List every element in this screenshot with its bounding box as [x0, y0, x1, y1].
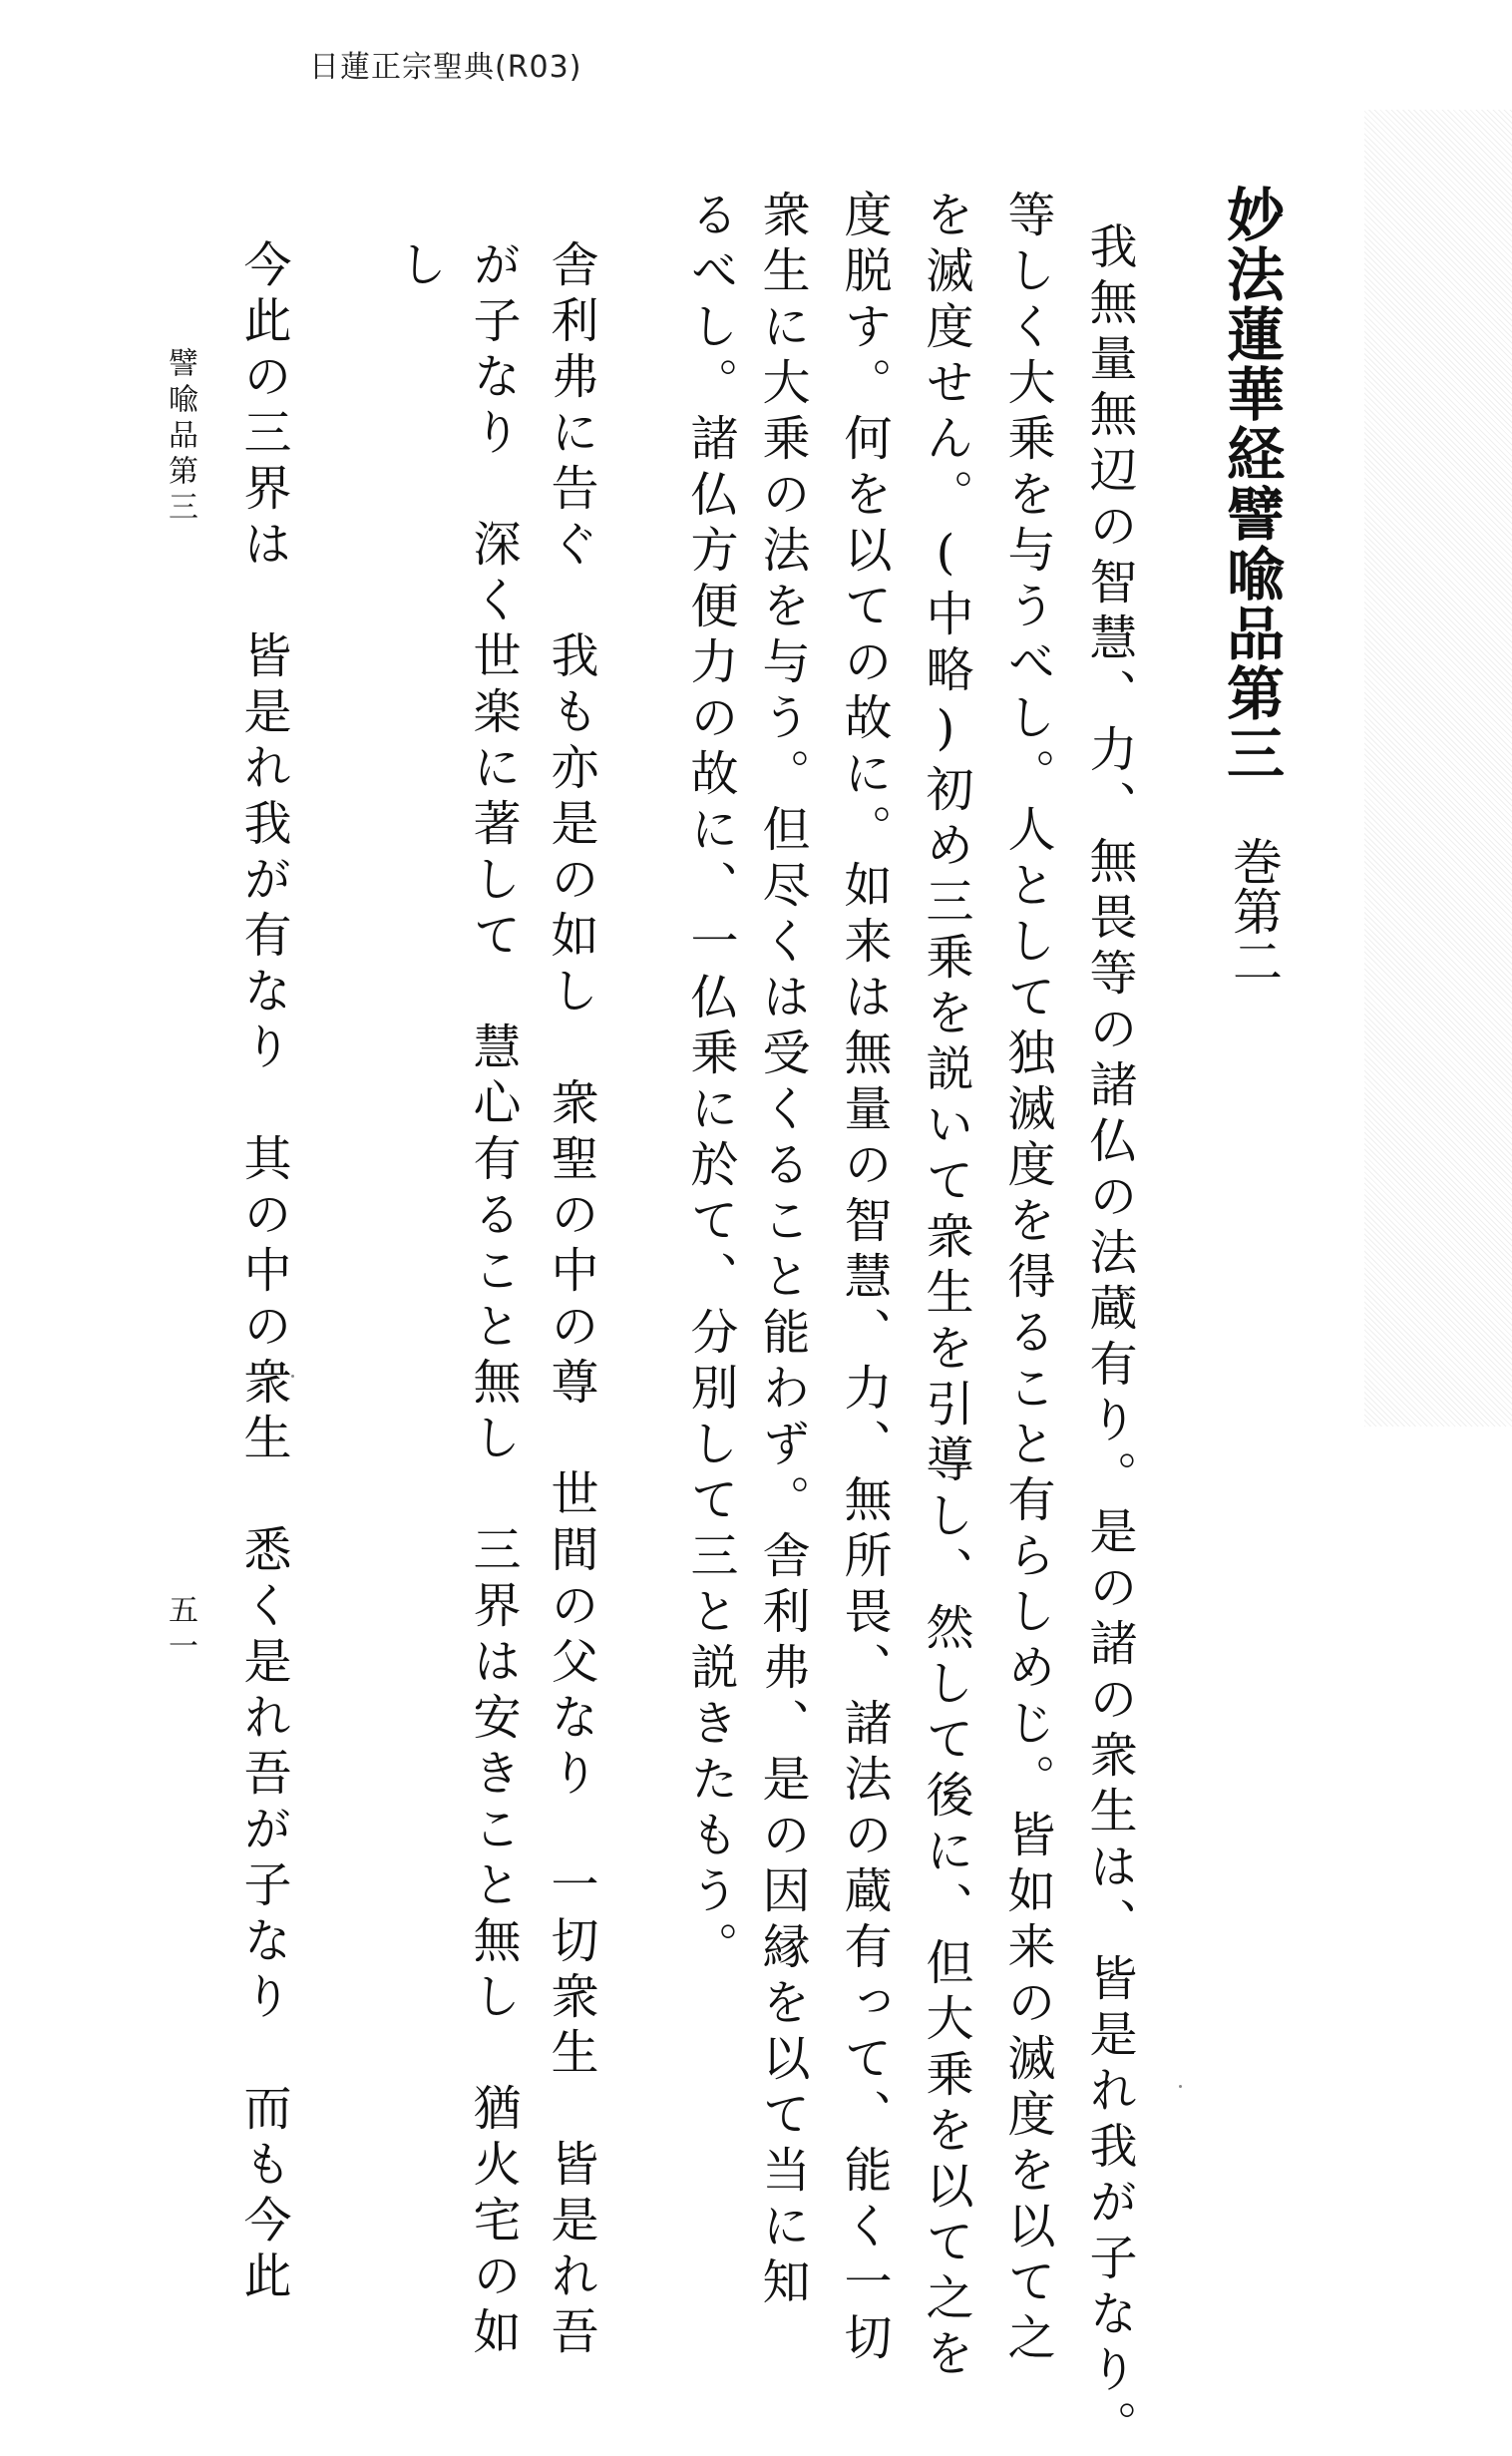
verse-line-1: 舎利弗に告ぐ 我も亦是の如し 衆聖の中の尊 世間の父なり 一切衆生 皆是れ吾	[543, 239, 598, 2362]
scan-edge-shading	[1364, 110, 1512, 1427]
scan-speck	[1179, 2085, 1182, 2088]
verse-line-2: が子なり 深く世楽に著して 慧心有ること無し 三界は安きこと無し 猶火宅の如	[465, 239, 521, 2362]
volume-label: 巻第二	[1225, 836, 1283, 986]
prose-line-1: 我無量無辺の智慧、力、無畏等の諸仏の法蔵有り。是の諸の衆生は、皆是れ我が子なり。	[1081, 221, 1137, 2456]
chapter-title: 妙法蓮華経譬喩品第三	[1217, 185, 1285, 783]
prose-line-5: 衆生に大乗の法を与う。但尽くは受くること能わず。舎利弗、是の因縁を以て当に知	[754, 190, 810, 2312]
page-number: 五一	[163, 1594, 197, 1666]
book-title-header: 日蓮正宗聖典(R03)	[309, 50, 582, 85]
scan-speck	[291, 1375, 294, 1378]
verse-line-3: し	[391, 239, 447, 295]
running-footer-chapter: 譬喩品第三	[163, 347, 197, 527]
prose-line-3: を滅度せん。(中略)初め三乗を説いて衆生を引導し、然して後に、但大乗を以て之を	[918, 190, 973, 2384]
prose-line-2: 等しく大乗を与うべし。人として独滅度を得ること有らしめじ。皆如来の滅度を以て之	[999, 190, 1055, 2368]
prose-line-6: るべし。諸仏方便力の故に、一仏乗に於て、分別して三と説きたもう。	[682, 190, 738, 1977]
prose-line-4: 度脱す。何を以ての故に。如来は無量の智慧、力、無所畏、諸法の蔵有って、能く一切	[836, 190, 892, 2368]
verse-line-4: 今此の三界は 皆是れ我が有なり 其の中の衆生 悉く是れ吾が子なり 而も今此	[235, 239, 291, 2306]
